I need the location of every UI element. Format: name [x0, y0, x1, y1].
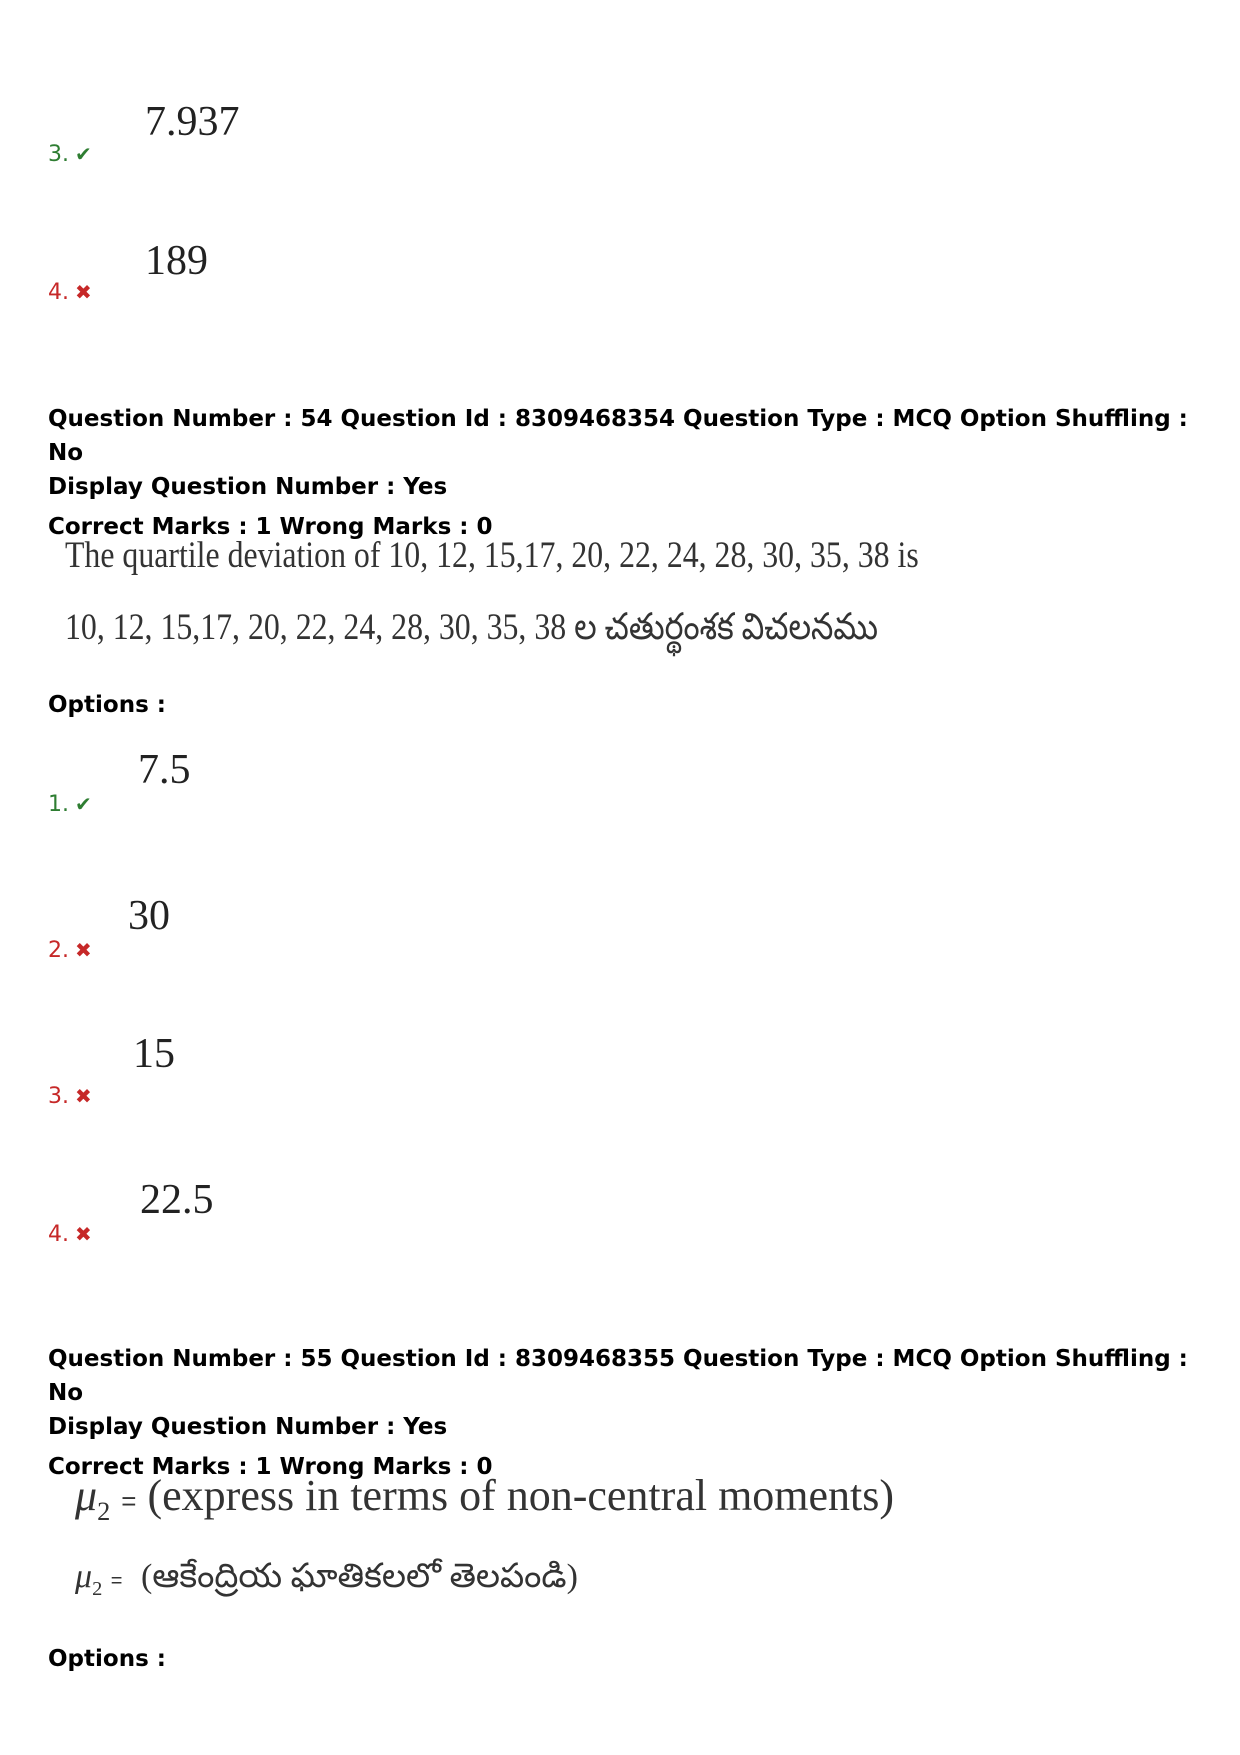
mu-symbol-te: μ [75, 1558, 93, 1595]
q55-question-te-text: (ఆకేంద్రియ ఘాతికలలో తెలపండి) [140, 1558, 578, 1595]
prev-option-4-value: 189 [145, 238, 208, 284]
prev-option-4-number: 4. [48, 280, 69, 305]
check-icon: ✔ [75, 142, 92, 166]
prev-option-3-number: 3. [48, 142, 69, 167]
q54-option-2-value: 30 [128, 893, 170, 939]
q55-question-en [75, 1470, 894, 1527]
q54-option-2 [48, 938, 92, 963]
q54-options-label: Options : [48, 692, 166, 718]
q55-question-en-text: (express in terms of non-central moments) [147, 1471, 895, 1520]
q55-meta [48, 1342, 1208, 1484]
q54-option-1 [48, 792, 92, 817]
q55-question-te [75, 1558, 578, 1604]
q54-option-1-number: 1. [48, 792, 69, 817]
q54-option-3-number: 3. [48, 1084, 69, 1109]
q54-meta [48, 402, 1208, 544]
cross-icon: ✖ [75, 280, 92, 304]
q54-option-3-value: 15 [133, 1031, 175, 1077]
q54-option-4-value: 22.5 [140, 1177, 214, 1223]
q55-meta-line2: Display Question Number : Yes [48, 1414, 448, 1440]
mu-subscript-te: 2 [92, 1577, 103, 1600]
q54-option-1-value: 7.5 [138, 747, 191, 793]
check-icon: ✔ [75, 792, 92, 816]
cross-icon: ✖ [75, 1084, 92, 1108]
q54-option-3 [48, 1084, 92, 1109]
equals-sign-te: = [110, 1570, 123, 1592]
mu-subscript: 2 [97, 1495, 111, 1526]
q54-option-4 [48, 1222, 92, 1247]
q55-meta-line1: Question Number : 55 Question Id : 8309468355 Question Type : MCQ Option Shuffling : No [48, 1346, 1188, 1406]
q54-option-4-number: 4. [48, 1222, 69, 1247]
prev-option-4 [48, 280, 92, 305]
q54-marks: Correct Marks : 1 Wrong Marks : 0 [48, 514, 493, 540]
prev-option-3-value: 7.937 [145, 99, 240, 145]
q54-question-en: The quartile deviation of 10, 12, 15,17, 20, 22, 24, 28, 30, 35, 38 is [65, 535, 919, 576]
cross-icon: ✖ [75, 1222, 92, 1246]
q55-options-label: Options : [48, 1646, 166, 1672]
q54-question-te: 10, 12, 15,17, 20, 22, 24, 28, 30, 35, 38 ల చతుర్థంశక విచలనము [65, 607, 879, 648]
q54-meta-line1: Question Number : 54 Question Id : 8309468354 Question Type : MCQ Option Shuffling : No [48, 406, 1188, 466]
prev-option-3 [48, 142, 92, 167]
mu-symbol: μ [75, 1471, 98, 1520]
q55-marks: Correct Marks : 1 Wrong Marks : 0 [48, 1454, 493, 1480]
cross-icon: ✖ [75, 938, 92, 962]
q54-meta-line2: Display Question Number : Yes [48, 474, 448, 500]
equals-sign: = [121, 1486, 137, 1516]
q54-option-2-number: 2. [48, 938, 69, 963]
